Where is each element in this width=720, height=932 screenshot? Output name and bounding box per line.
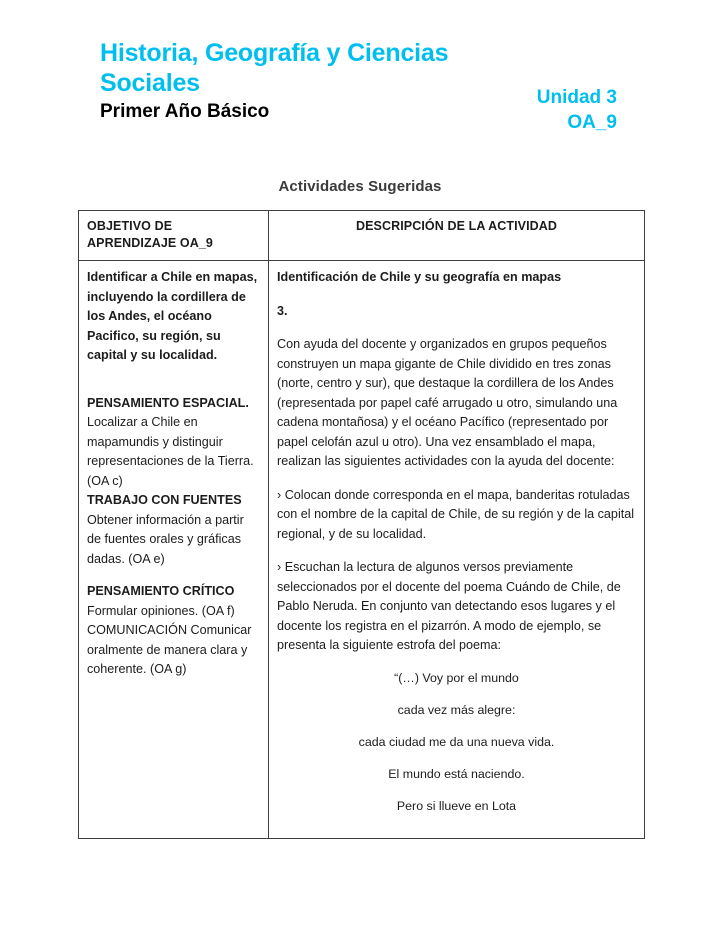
unit-info-block xyxy=(537,85,617,135)
skill-text: Obtener información a partir de fuentes orales y gráficas dadas. (OA e) xyxy=(87,512,244,566)
skill-text: Localizar a Chile en mapamundis y distinguir representaciones de la Tierra. (OA c) xyxy=(87,415,254,488)
objective-cell xyxy=(79,261,269,839)
activity-bullet: › Colocan donde corresponda en el mapa, banderitas rotuladas con el nombre de la capital de Chile, de su región y de la capital regional, y de su localidad. xyxy=(277,487,635,541)
poem-line: Pero si llueve en Lota xyxy=(396,798,517,813)
activity-bullet: › Escuchan la lectura de algunos versos previamente seleccionados por el docente del poema Cuándo de Chile, de Pablo Neruda. En conjunto van detectando esos lugares y el docente los registra en el pizarrón. A modo de ejemplo, se presenta la siguiente estrofa del poema: xyxy=(277,560,621,652)
poem-line: cada vez más alegre: xyxy=(397,702,516,717)
objective-spacer xyxy=(87,366,260,394)
activity-paragraph: Con ayuda del docente y organizados en grupos pequeños construyen un mapa gigante de Chile dividido en tres zonas (norte, centro y sur), que destaque la cordillera de los Andes (representada por papel café arrugado u otro, simulando una cadena montañosa) y el océano Pacífico (representado por papel celofán azul u otro). Una vez ensamblado el mapa, realizan las siguientes actividades con la ayuda del docente: xyxy=(277,337,618,468)
header-title-row xyxy=(100,38,620,133)
column-header-description: DESCRIPCIÓN DE LA ACTIVIDAD xyxy=(269,211,645,261)
suggested-activities-table xyxy=(78,210,645,839)
oa-code-label: OA_9 xyxy=(567,112,617,133)
description-cell xyxy=(269,261,645,839)
table-header-row xyxy=(79,211,645,261)
document-header xyxy=(100,38,620,133)
skill-label: TRABAJO CON FUENTES xyxy=(87,493,242,507)
table-row xyxy=(79,261,645,839)
unit-label: Unidad 3 xyxy=(536,87,617,108)
skill-entry xyxy=(87,491,260,569)
skills-list xyxy=(87,394,260,680)
activity-bullet-list xyxy=(277,486,636,656)
grade-level-label: Primer Año Básico xyxy=(100,101,270,122)
skill-label: PENSAMIENTO ESPACIAL. xyxy=(87,395,249,410)
skill-text: Comunicar oralmente de manera clara y coherente. (OA g) xyxy=(87,623,252,676)
poem-line: “(…) Voy por el mundo xyxy=(394,670,519,685)
subject-title: Historia, Geografía y Ciencias Sociales xyxy=(100,39,449,97)
activity-number: 3. xyxy=(277,303,288,318)
skill-label: PENSAMIENTO CRÍTICO xyxy=(87,584,235,598)
skill-text: Formular opiniones. (OA f) xyxy=(87,603,235,618)
poem-excerpt xyxy=(277,670,636,814)
activity-title: Identificación de Chile y su geografía en mapas xyxy=(277,270,562,284)
oa-statement-text: Identificar a Chile en mapas, incluyendo la cordillera de los Andes, el océano Pacifico, su región, su capital y su localidad. xyxy=(87,270,258,362)
poem-line: El mundo está naciendo. xyxy=(388,766,525,781)
skill-entry xyxy=(87,394,260,492)
section-title: Actividades Sugeridas xyxy=(278,178,442,195)
column-header-objective: OBJETIVO DE APRENDIZAJE OA_9 xyxy=(79,211,269,261)
poem-line: cada ciudad me da una nueva vida. xyxy=(358,734,555,749)
skills-spacer xyxy=(87,569,260,582)
skill-label: COMUNICACIÓN xyxy=(87,623,188,637)
skill-entry xyxy=(87,621,260,680)
skill-entry xyxy=(87,582,260,621)
